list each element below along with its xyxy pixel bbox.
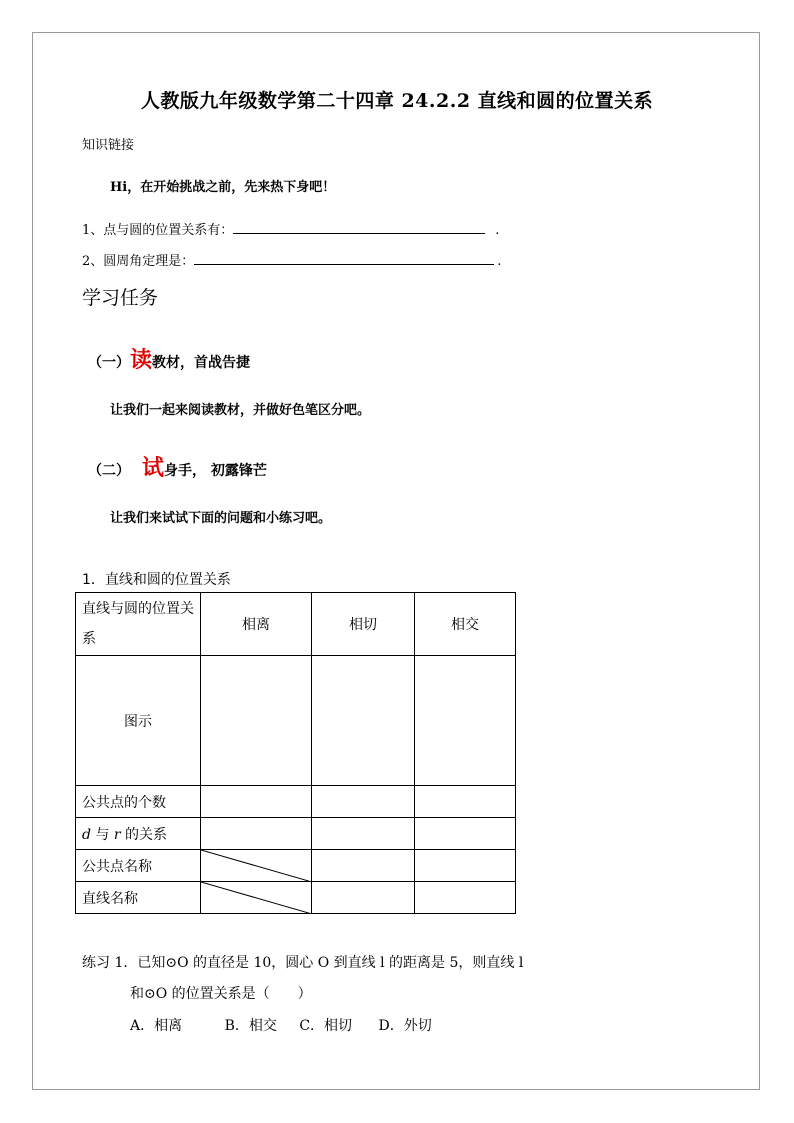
diagram-cell-intersect[interactable]: [415, 656, 516, 786]
part-2-heading: [88, 451, 267, 482]
exercise-line-1: 练习 1．已知⊙O 的直径是 10，圆心 O 到直线 l 的距离是 5，则直线 l: [82, 955, 524, 971]
count-label-cell: 公共点的个数: [76, 786, 201, 818]
relation-table: [75, 592, 516, 914]
diagram-cell-separate[interactable]: [201, 656, 312, 786]
point-name-cell-intersect[interactable]: [415, 850, 516, 882]
part-1-rest: 教材，首战告捷: [152, 355, 251, 371]
dr-label-cell: [76, 818, 201, 850]
point-name-cell-tangent[interactable]: [312, 850, 415, 882]
task-heading: 学习任务: [82, 287, 159, 309]
dr-cell-separate[interactable]: [201, 818, 312, 850]
line-name-cell-separate-crossed: [201, 882, 312, 914]
table-row: [76, 818, 516, 850]
count-cell-intersect[interactable]: [415, 786, 516, 818]
question-1-blank[interactable]: [233, 220, 485, 234]
page-title: 人教版九年级数学第二十四章 24.2.2 直线和圆的位置关系: [140, 90, 654, 112]
option-d[interactable]: D．外切: [378, 1018, 432, 1034]
dr-cell-tangent[interactable]: [312, 818, 415, 850]
header-cell-tangent: 相切: [312, 593, 415, 656]
question-1-end: .: [495, 223, 500, 238]
question-1: [82, 219, 499, 238]
option-a[interactable]: A．相离: [130, 1018, 183, 1034]
count-cell-separate[interactable]: [201, 786, 312, 818]
exercise-line-2: 和⊙O 的位置关系是（ ）: [130, 986, 312, 1002]
dr-suffix: 的关系: [125, 826, 168, 843]
table-row: [76, 593, 516, 656]
line-name-cell-tangent[interactable]: [312, 882, 415, 914]
question-1-label: 1、点与圆的位置关系有：: [82, 223, 234, 238]
knowledge-link-label: 知识链接: [82, 138, 135, 153]
question-2-end: .: [497, 254, 502, 269]
part-2-prefix: （二）: [88, 463, 130, 479]
part-1-prefix: （一）: [88, 355, 130, 371]
question-2-label: 2、圆周角定理是：: [82, 254, 195, 269]
count-cell-tangent[interactable]: [312, 786, 415, 818]
d-symbol: d: [82, 826, 91, 843]
table-row: [76, 786, 516, 818]
header-cell-relation: 直线与圆的位置关系: [76, 593, 201, 656]
question-2: [82, 250, 501, 269]
part-2-description: 让我们来试试下面的问题和小练习吧。: [110, 511, 332, 526]
table-row: [76, 850, 516, 882]
line-name-cell-intersect[interactable]: [415, 882, 516, 914]
dr-cell-intersect[interactable]: [415, 818, 516, 850]
point-name-label-cell: 公共点名称: [76, 850, 201, 882]
header-cell-separate: 相离: [201, 593, 312, 656]
table-row: [76, 882, 516, 914]
line-name-label-cell: 直线名称: [76, 882, 201, 914]
question-2-blank[interactable]: [194, 251, 494, 265]
header-cell-intersect: 相交: [415, 593, 516, 656]
option-b[interactable]: B．相交: [224, 1018, 277, 1034]
diagram-label-cell: 图示: [76, 656, 201, 786]
diagram-cell-tangent[interactable]: [312, 656, 415, 786]
part-1-description: 让我们一起来阅读教材，并做好色笔区分吧。: [110, 403, 371, 418]
exercise-options: [130, 1015, 432, 1035]
part-2-red-char: 试: [142, 456, 165, 481]
part-2-rest: 身手， 初露锋芒: [164, 463, 267, 479]
table-row: [76, 656, 516, 786]
part-1-heading: [88, 343, 250, 374]
option-c[interactable]: C．相切: [299, 1018, 353, 1034]
part-1-red-char: 读: [130, 348, 153, 373]
r-symbol: r: [113, 826, 121, 843]
diagonal-line: [201, 882, 312, 914]
diagonal-line: [201, 850, 312, 882]
table-title: 1．直线和圆的位置关系: [82, 572, 231, 588]
dr-connector: 与: [95, 826, 110, 843]
intro-text: Hi，在开始挑战之前，先来热下身吧！: [110, 180, 336, 195]
point-name-cell-separate-crossed: [201, 850, 312, 882]
